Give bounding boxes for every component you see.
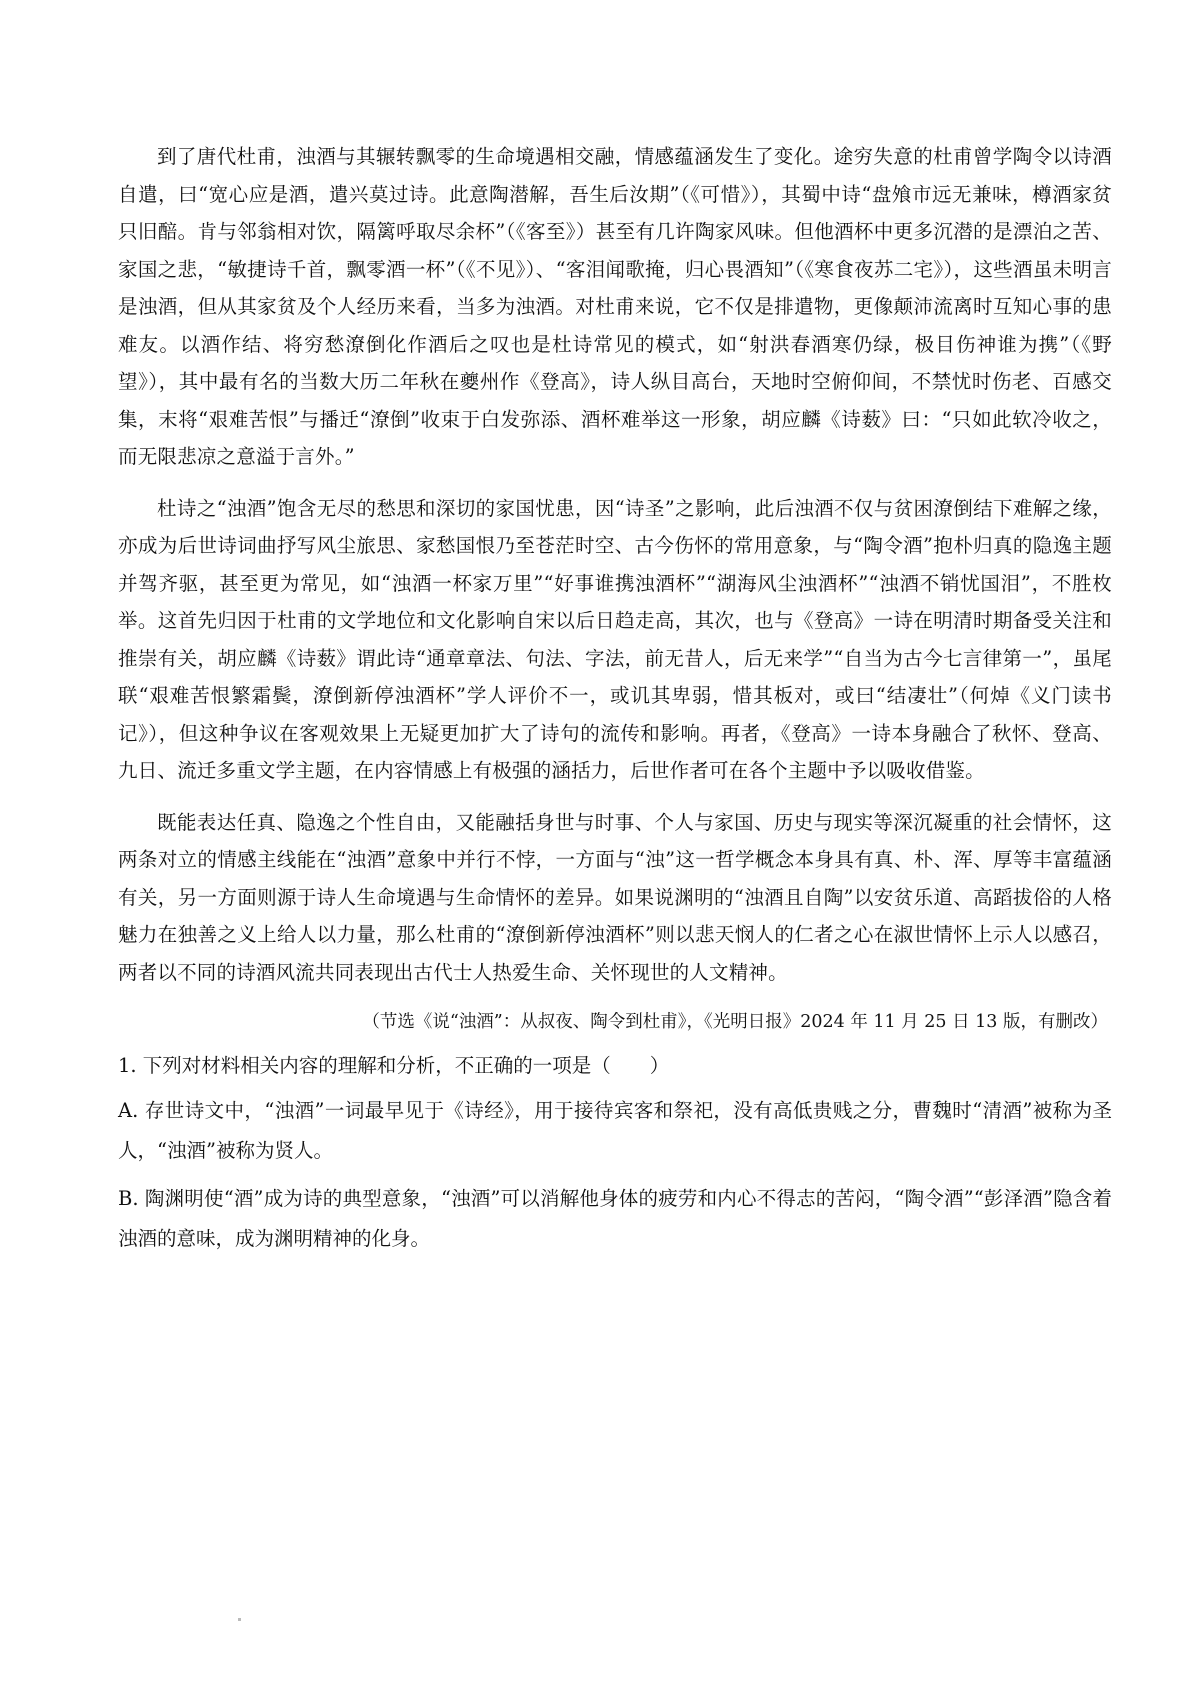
question-stem: 1. 下列对材料相关内容的理解和分析，不正确的一项是（ ）	[118, 1054, 670, 1077]
option-a: A. 存世诗文中，“浊酒”一词最早见于《诗经》，用于接待宾客和祭祀，没有高低贵贱之分，曹魏时“清酒”被称为圣人，“浊酒”被称为贤人。	[118, 1098, 1112, 1162]
source-citation: （节选《说“浊酒”：从叔夜、陶令到杜甫》，《光明日报》2024 年 11 月 25 日 13 版，有删改）	[362, 1012, 1108, 1032]
paragraph-conclusion: 既能表达任真、隐逸之个性自由，又能融括身世与时事、个人与家国、历史与现实等深沉凝重的社会情怀，这两条对立的情感主线能在“浊酒”意象中并行不悖，一方面与“浊”这一哲学概念本身具有真、朴、浑、厚等丰富蕴涵有关，另一方面则源于诗人生命境遇与生命情怀的差异。如果说渊明的“浊酒且自陶”以安贫乐道、高蹈拔俗的人格魅力在独善之义上给人以力量，那么杜甫的“潦倒新停浊酒杯”则以悲天悯人的仁者之心在淑世情怀上示人以感召，两者以不同的诗酒风流共同表现出古代士人热爱生命、关怀现世的人文精神。	[118, 810, 1112, 984]
article-body	[118, 138, 1112, 1267]
paragraph-du-fu: 到了唐代杜甫，浊酒与其辗转飘零的生命境遇相交融，情感蕴涵发生了变化。途穷失意的杜甫曾学陶令以诗酒自遣，曰“宽心应是酒，遣兴莫过诗。此意陶潜解，吾生后汝期”（《可惜》），其蜀中诗“盘飧市远无兼味，樽酒家贫只旧醅。肯与邻翁相对饮，隔篱呼取尽余杯”（《客至》）甚至有几许陶家风味。但他酒杯中更多沉潜的是漂泊之苦、家国之悲，“敏捷诗千首，飘零酒一杯”（《不见》）、“客泪闻歌掩，归心畏酒知”（《寒食夜苏二宅》），这些酒虽未明言是浊酒，但从其家贫及个人经历来看，当多为浊酒。对杜甫来说，它不仅是排遣物，更像颠沛流离时互知心事的患难友。以酒作结、将穷愁潦倒化作酒后之叹也是杜诗常见的模式，如“射洪春酒寒仍绿，极目伤神谁为携”（《野望》），其中最有名的当数大历二年秋在夔州作《登高》，诗人纵目高台，天地时空俯仰间，不禁忧时伤老、百感交集，末将“艰难苦恨”与播迁“潦倒”收束于白发弥添、酒杯难举这一形象，胡应麟《诗薮》曰：“只如此软冷收之，而无限悲凉之意溢于言外。”	[118, 145, 1112, 468]
option-b: B. 陶渊明使“酒”成为诗的典型意象，“浊酒”可以消解他身体的疲劳和内心不得志的苦闷，“陶令酒”“彭泽酒”隐含着浊酒的意味，成为渊明精神的化身。	[118, 1186, 1112, 1250]
paragraph-influence: 杜诗之“浊酒”饱含无尽的愁思和深切的家国忧患，因“诗圣”之影响，此后浊酒不仅与贫困潦倒结下难解之缘，亦成为后世诗词曲抒写风尘旅思、家愁国恨乃至苍茫时空、古今伤怀的常用意象，与“陶令酒”抱朴归真的隐逸主题并驾齐驱，甚至更为常见，如“浊酒一杯家万里”“好事谁携浊酒杯”“湖海风尘浊酒杯”“浊酒不销忧国泪”，不胜枚举。这首先归因于杜甫的文学地位和文化影响自宋以后日趋走高，其次，也与《登高》一诗在明清时期备受关注和推崇有关，胡应麟《诗薮》谓此诗“通章章法、句法、字法，前无昔人，后无来学”“自当为古今七言律第一”，虽尾联“艰难苦恨繁霜鬓，潦倒新停浊酒杯”学人评价不一，或讥其卑弱，惜其板对，或曰“结凄壮”（何焯《义门读书记》），但这种争议在客观效果上无疑更加扩大了诗句的流传和影响。再者，《登高》一诗本身融合了秋怀、登高、九日、流迁多重文学主题，在内容情感上有极强的涵括力，后世作者可在各个主题中予以吸收借鉴。	[118, 496, 1112, 782]
scan-dot	[238, 1618, 241, 1621]
